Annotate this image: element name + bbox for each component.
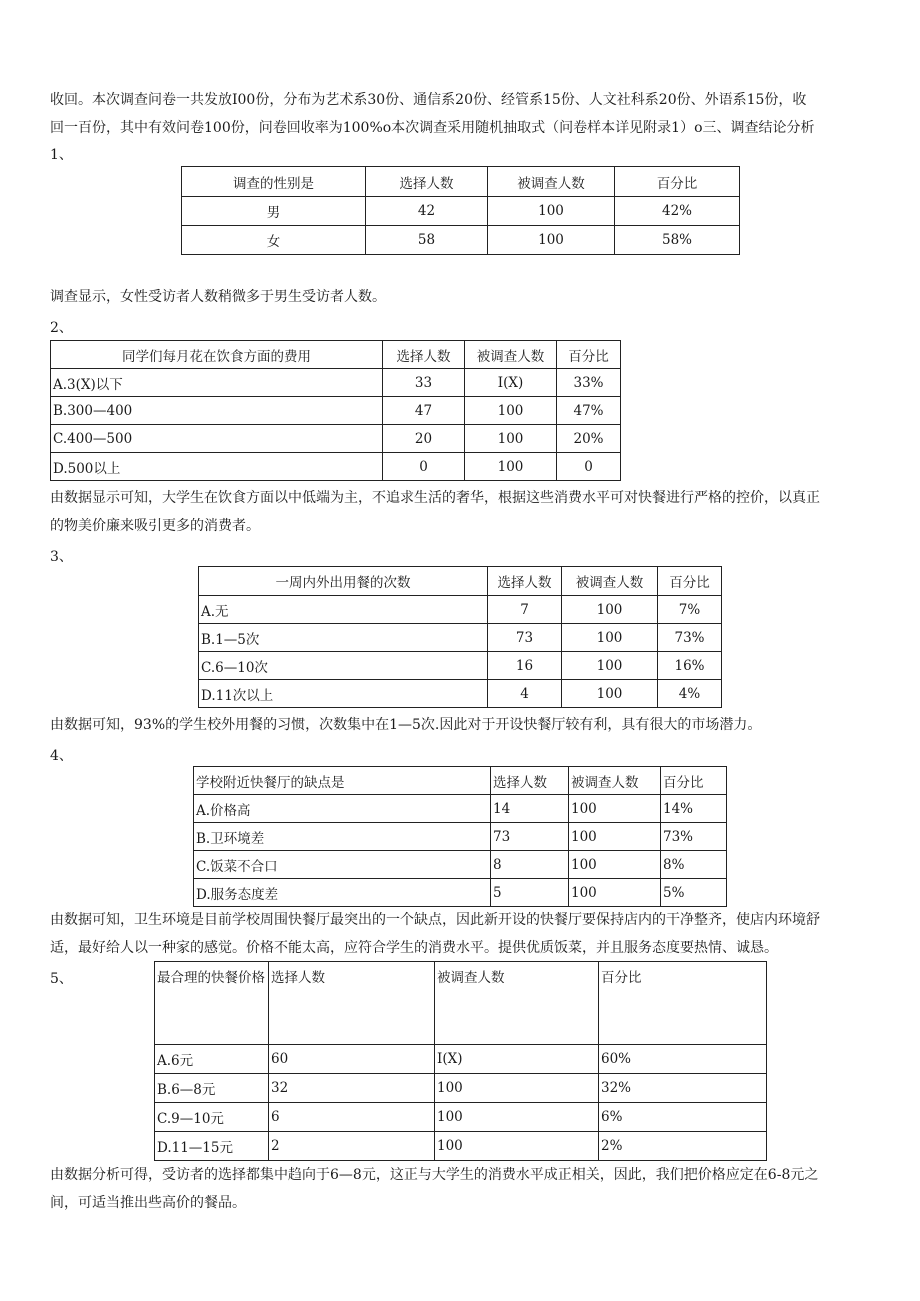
meals-out-table: [198, 566, 722, 708]
table-cell: 100: [488, 197, 615, 226]
conclusion-line: 的物美价廉来吸引更多的消费者。: [50, 518, 260, 534]
table-cell: 男: [182, 197, 366, 226]
conclusion-3: [50, 711, 870, 739]
table-row: [199, 652, 722, 680]
table-row: [199, 624, 722, 652]
table-cell: A.6元: [155, 1045, 269, 1074]
restaurant-shortcomings-table: [193, 766, 727, 907]
header-cell: 百分比: [658, 567, 722, 596]
conclusion-4: [50, 906, 870, 962]
header-cell: 调查的性别是: [182, 167, 366, 197]
table-cell: 73: [488, 624, 562, 652]
header-cell: 最合理的快餐价格: [155, 962, 269, 1045]
table-cell: 100: [465, 397, 557, 425]
conclusion-line: 由数据可知，卫生环境是目前学校周围快餐厅最突出的一个缺点，因此新开设的快餐厅要保持店内的干净整齐，使店内环境舒: [50, 912, 820, 928]
table-cell: 100: [435, 1132, 599, 1161]
table-row: [155, 1074, 767, 1103]
table-cell: 8%: [661, 851, 727, 879]
header-cell: 选择人数: [366, 167, 488, 197]
table-cell: 32%: [599, 1074, 767, 1103]
table-cell: 4: [488, 680, 562, 708]
conclusion-line: 适，最好给人以一种家的感觉。价格不能太高，应符合学生的消费水平。提供优质饭菜，并且服务态度要热情、诚恳。: [50, 940, 778, 956]
header-cell: 选择人数: [383, 341, 465, 369]
table-cell: 100: [435, 1103, 599, 1132]
header-cell: 学校附近快餐厅的缺点是: [194, 767, 491, 795]
table-cell: 8: [491, 851, 569, 879]
table-row: [199, 680, 722, 708]
table-cell: 16: [488, 652, 562, 680]
table-cell: 100: [562, 596, 658, 624]
table-cell: I(X): [465, 369, 557, 397]
table-cell: 2%: [599, 1132, 767, 1161]
table-cell: 100: [435, 1074, 599, 1103]
gender-table: [181, 166, 740, 255]
table-cell: C.400—500: [51, 425, 383, 453]
header-cell: 一周内外出用餐的次数: [199, 567, 488, 596]
table-cell: 58%: [615, 226, 740, 255]
table-cell: B.300—400: [51, 397, 383, 425]
table-cell: A.3(X)以下: [51, 369, 383, 397]
table-cell: 100: [569, 879, 661, 907]
table-cell: 2: [269, 1132, 435, 1161]
table-row: [155, 1132, 767, 1161]
header-cell: 被调查人数: [435, 962, 599, 1045]
table-row: [194, 823, 727, 851]
table-header-row: [155, 962, 767, 1045]
table-cell: 100: [562, 652, 658, 680]
header-cell: 百分比: [661, 767, 727, 795]
table-row: [182, 226, 740, 255]
table-cell: 47%: [557, 397, 621, 425]
table-cell: 60%: [599, 1045, 767, 1074]
intro-line-2: 回一百份，其中有效问卷100份，问卷回收率为100%o本次调查采用随机抽取式（问卷样本详见附录1）o三、调查结论分析: [50, 120, 815, 136]
table-row: [194, 851, 727, 879]
table-row: [199, 596, 722, 624]
table-cell: 100: [465, 425, 557, 453]
table-cell: 5: [491, 879, 569, 907]
table-cell: I(X): [435, 1045, 599, 1074]
table-header-row: [51, 341, 621, 369]
table-cell: C.6—10次: [199, 652, 488, 680]
table-cell: 100: [465, 453, 557, 481]
table-row: [155, 1045, 767, 1074]
table-cell: 58: [366, 226, 488, 255]
intro-paragraph: [50, 86, 870, 142]
table-cell: B.6—8元: [155, 1074, 269, 1103]
table-cell: 16%: [658, 652, 722, 680]
price-table: [154, 961, 767, 1161]
table-header-row: [199, 567, 722, 596]
header-cell: 百分比: [599, 962, 767, 1045]
header-cell: 选择人数: [488, 567, 562, 596]
table-cell: D.服务态度差: [194, 879, 491, 907]
table-cell: 20%: [557, 425, 621, 453]
table-cell: 73%: [661, 823, 727, 851]
section-4-label: 4、: [50, 748, 73, 764]
table-row: [182, 197, 740, 226]
table-cell: 7%: [658, 596, 722, 624]
table-cell: 60: [269, 1045, 435, 1074]
table-row: [51, 397, 621, 425]
table-cell: 100: [488, 226, 615, 255]
table-cell: 6%: [599, 1103, 767, 1132]
header-cell: 同学们每月花在饮食方面的费用: [51, 341, 383, 369]
table-row: [194, 795, 727, 823]
table-cell: 100: [562, 624, 658, 652]
table-cell: 100: [569, 795, 661, 823]
table-cell: 47: [383, 397, 465, 425]
header-cell: 被调查人数: [488, 167, 615, 197]
table-cell: 100: [562, 680, 658, 708]
conclusion-line: 由数据分析可得，受访者的选择都集中趋向于6—8元，这正与大学生的消费水平成正相关，因此，我们把价格应定在6-8元之: [50, 1167, 819, 1183]
table-row: [194, 879, 727, 907]
table-row: [51, 425, 621, 453]
header-cell: 被调查人数: [465, 341, 557, 369]
table-cell: 32: [269, 1074, 435, 1103]
conclusion-5: [50, 1161, 870, 1217]
table-cell: 42: [366, 197, 488, 226]
table-cell: B.卫环境差: [194, 823, 491, 851]
section-2-label: 2、: [50, 320, 73, 336]
section-1-label: 1、: [50, 147, 73, 163]
table-cell: A.无: [199, 596, 488, 624]
table-cell: C.9—10元: [155, 1103, 269, 1132]
table-cell: 5%: [661, 879, 727, 907]
table-cell: 73: [491, 823, 569, 851]
header-cell: 被调查人数: [562, 567, 658, 596]
table-cell: D.500以上: [51, 453, 383, 481]
table-cell: D.11—15元: [155, 1132, 269, 1161]
conclusion-2: [50, 484, 870, 540]
conclusion-1: [50, 283, 870, 311]
table-cell: 33%: [557, 369, 621, 397]
header-cell: 百分比: [615, 167, 740, 197]
table-cell: 7: [488, 596, 562, 624]
table-row: [51, 369, 621, 397]
table-cell: 33: [383, 369, 465, 397]
conclusion-line: 调查显示，女性受访者人数稍微多于男生受访者人数。: [50, 289, 386, 305]
header-cell: 百分比: [557, 341, 621, 369]
section-3-label: 3、: [50, 549, 73, 565]
table-cell: D.11次以上: [199, 680, 488, 708]
conclusion-line: 间，可适当推出些高价的餐品。: [50, 1195, 246, 1211]
table-cell: C.饭菜不合口: [194, 851, 491, 879]
header-cell: 选择人数: [269, 962, 435, 1045]
food-spending-table: [50, 340, 621, 481]
table-cell: 6: [269, 1103, 435, 1132]
table-header-row: [182, 167, 740, 197]
table-cell: 14%: [661, 795, 727, 823]
table-cell: 42%: [615, 197, 740, 226]
table-cell: 0: [557, 453, 621, 481]
header-cell: 选择人数: [491, 767, 569, 795]
header-cell: 被调查人数: [569, 767, 661, 795]
table-header-row: [194, 767, 727, 795]
table-cell: 100: [569, 851, 661, 879]
table-cell: A.价格高: [194, 795, 491, 823]
table-cell: 100: [569, 823, 661, 851]
table-cell: 73%: [658, 624, 722, 652]
table-cell: 4%: [658, 680, 722, 708]
intro-line-1: 收回。本次调查问卷一共发放I00份，分布为艺术系30份、通信系20份、经管系15份、人文社科系20份、外语系15份，收: [50, 92, 807, 108]
table-cell: 女: [182, 226, 366, 255]
conclusion-line: 由数据显示可知，大学生在饮食方面以中低端为主，不追求生活的奢华，根据这些消费水平可对快餐进行严格的控价，以真正: [50, 490, 820, 506]
table-row: [51, 453, 621, 481]
table-cell: 20: [383, 425, 465, 453]
table-cell: B.1—5次: [199, 624, 488, 652]
conclusion-line: 由数据可知，93%的学生校外用餐的习惯，次数集中在1—5次.因此对于开设快餐厅较有利，具有很大的市场潜力。: [50, 717, 762, 733]
table-cell: 0: [383, 453, 465, 481]
section-5-label: 5、: [50, 971, 73, 987]
table-row: [155, 1103, 767, 1132]
table-cell: 14: [491, 795, 569, 823]
